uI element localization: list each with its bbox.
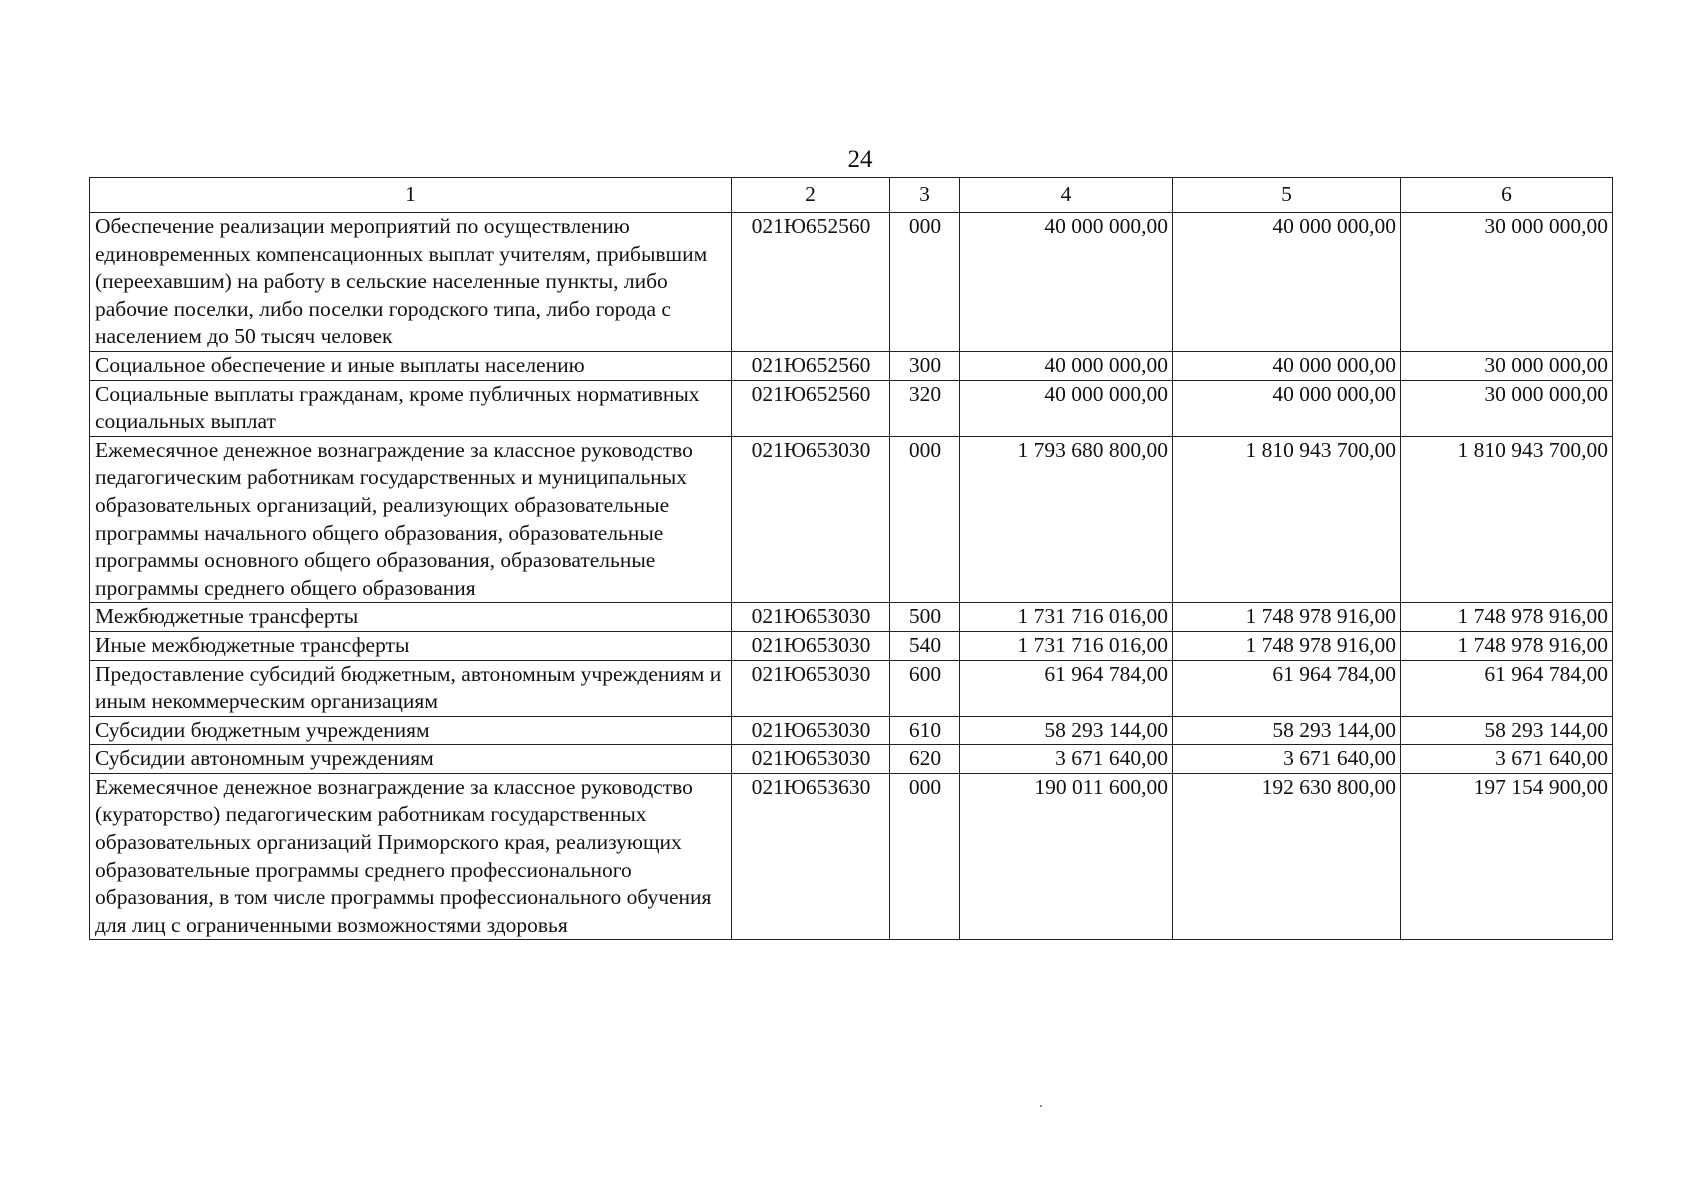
- row-amount-col5: 61 964 784,00: [1173, 660, 1401, 716]
- header-row: [90, 178, 1613, 213]
- row-expense-type: 320: [890, 380, 960, 436]
- row-amount-col5: 192 630 800,00: [1173, 773, 1401, 940]
- row-amount-col5: 1 748 978 916,00: [1173, 631, 1401, 660]
- row-name: Предоставление субсидий бюджетным, автономным учреждениям и иным некоммерческим организациям: [90, 660, 732, 716]
- row-code: 021Ю652560: [732, 380, 890, 436]
- table-row: [90, 716, 1613, 745]
- row-name: Социальные выплаты гражданам, кроме публичных нормативных социальных выплат: [90, 380, 732, 436]
- page-number: 24: [847, 146, 873, 173]
- row-name: Иные межбюджетные трансферты: [90, 631, 732, 660]
- row-amount-col6: 61 964 784,00: [1401, 660, 1613, 716]
- row-amount-col6: 3 671 640,00: [1401, 745, 1613, 774]
- row-name: Обеспечение реализации мероприятий по осуществлению единовременных компенсационных выплат учителям, прибывшим (переехавшим) на работу в сельские населенные пункты, либо рабочие поселки, либо поселки городского типа, либо города с населением до 50 тысяч человек: [90, 213, 732, 352]
- row-amount-col6: 30 000 000,00: [1401, 380, 1613, 436]
- row-amount-col4: 40 000 000,00: [960, 351, 1173, 380]
- budget-table: [89, 177, 1613, 940]
- row-code: 021Ю653030: [732, 660, 890, 716]
- row-amount-col4: 190 011 600,00: [960, 773, 1173, 940]
- row-name: Субсидии бюджетным учреждениям: [90, 716, 732, 745]
- row-amount-col6: 30 000 000,00: [1401, 351, 1613, 380]
- row-expense-type: 600: [890, 660, 960, 716]
- header-cell: 5: [1173, 178, 1401, 213]
- row-amount-col5: 1 810 943 700,00: [1173, 436, 1401, 603]
- table-row: [90, 745, 1613, 774]
- header-cell: 3: [890, 178, 960, 213]
- table-row: [90, 380, 1613, 436]
- row-name: Социальное обеспечение и иные выплаты населению: [90, 351, 732, 380]
- header-cell: 4: [960, 178, 1173, 213]
- row-amount-col4: 61 964 784,00: [960, 660, 1173, 716]
- header-cell: 1: [90, 178, 732, 213]
- row-name: Межбюджетные трансферты: [90, 603, 732, 632]
- row-amount-col4: 1 731 716 016,00: [960, 603, 1173, 632]
- table-row: [90, 351, 1613, 380]
- row-amount-col5: 40 000 000,00: [1173, 351, 1401, 380]
- row-expense-type: 000: [890, 773, 960, 940]
- row-expense-type: 620: [890, 745, 960, 774]
- row-amount-col6: 1 748 978 916,00: [1401, 631, 1613, 660]
- row-expense-type: 610: [890, 716, 960, 745]
- table-row: [90, 773, 1613, 940]
- row-code: 021Ю653030: [732, 631, 890, 660]
- row-amount-col6: 197 154 900,00: [1401, 773, 1613, 940]
- table-row: [90, 660, 1613, 716]
- row-code: 021Ю653630: [732, 773, 890, 940]
- row-expense-type: 000: [890, 436, 960, 603]
- table-row: [90, 603, 1613, 632]
- row-code: 021Ю652560: [732, 351, 890, 380]
- row-amount-col4: 1 793 680 800,00: [960, 436, 1173, 603]
- row-expense-type: 500: [890, 603, 960, 632]
- row-code: 021Ю652560: [732, 213, 890, 352]
- row-code: 021Ю653030: [732, 745, 890, 774]
- table-row: [90, 436, 1613, 603]
- row-expense-type: 300: [890, 351, 960, 380]
- row-amount-col4: 58 293 144,00: [960, 716, 1173, 745]
- row-amount-col5: 40 000 000,00: [1173, 213, 1401, 352]
- row-expense-type: 000: [890, 213, 960, 352]
- row-amount-col5: 1 748 978 916,00: [1173, 603, 1401, 632]
- row-amount-col4: 40 000 000,00: [960, 380, 1173, 436]
- scan-speck: [1040, 1105, 1042, 1107]
- row-amount-col4: 3 671 640,00: [960, 745, 1173, 774]
- header-cell: 6: [1401, 178, 1613, 213]
- row-code: 021Ю653030: [732, 716, 890, 745]
- row-name: Субсидии автономным учреждениям: [90, 745, 732, 774]
- table-row: [90, 213, 1613, 352]
- header-cell: 2: [732, 178, 890, 213]
- row-name: Ежемесячное денежное вознаграждение за классное руководство (кураторство) педагогическим работникам государственных образовательных организаций Приморского края, реализующих образовательные программы среднего профессионального образования, в том числе программы профессионального обучения для лиц с ограниченными возможностями здоровья: [90, 773, 732, 940]
- row-amount-col4: 40 000 000,00: [960, 213, 1173, 352]
- row-code: 021Ю653030: [732, 436, 890, 603]
- row-amount-col6: 1 810 943 700,00: [1401, 436, 1613, 603]
- row-expense-type: 540: [890, 631, 960, 660]
- row-amount-col4: 1 731 716 016,00: [960, 631, 1173, 660]
- row-amount-col6: 58 293 144,00: [1401, 716, 1613, 745]
- table-row: [90, 631, 1613, 660]
- row-amount-col5: 40 000 000,00: [1173, 380, 1401, 436]
- row-amount-col6: 1 748 978 916,00: [1401, 603, 1613, 632]
- row-amount-col6: 30 000 000,00: [1401, 213, 1613, 352]
- row-amount-col5: 3 671 640,00: [1173, 745, 1401, 774]
- row-code: 021Ю653030: [732, 603, 890, 632]
- row-amount-col5: 58 293 144,00: [1173, 716, 1401, 745]
- row-name: Ежемесячное денежное вознаграждение за классное руководство педагогическим работникам государственных и муниципальных образовательных организаций, реализующих образовательные программы начального общего образования, образовательные программы основного общего образования, образовательные программы среднего общего образования: [90, 436, 732, 603]
